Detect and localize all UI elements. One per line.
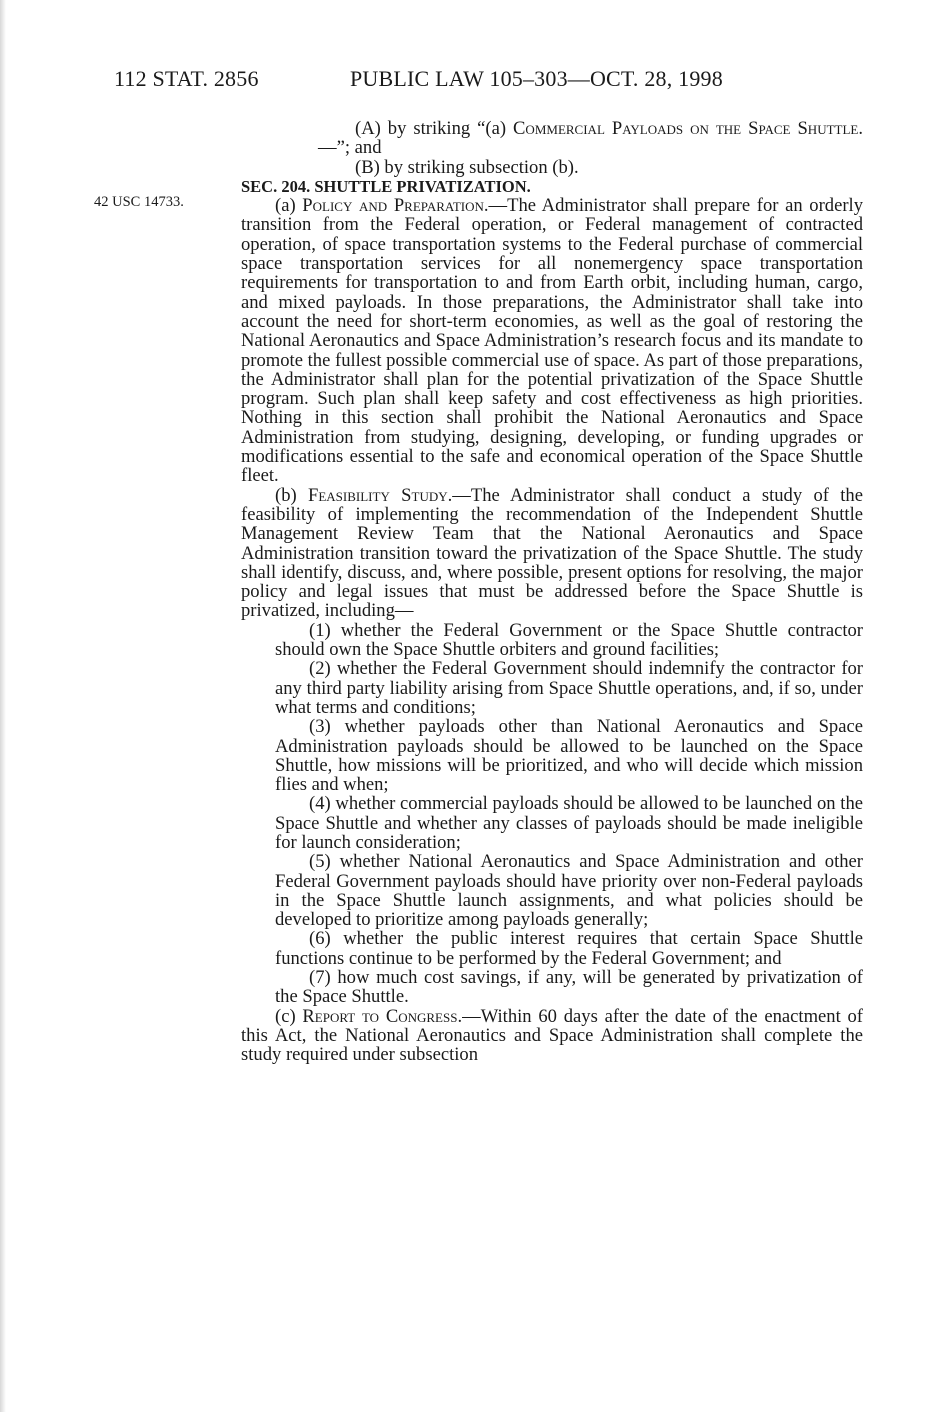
subsection-c-text: .—Within 60 days after the date of the enactment of this Act, the National Aeronautics and Space Administration shall complete the study required under subsection <box>241 1005 863 1066</box>
subsection-a-text: .—The Administrator shall prepare for an orderly transition from the Federal operation, or Federal management of contracted operation, of space transportation systems to the Federal purchase of commercial space transportation services for all nonemergency space transportation requirements for transportation to and from Earth orbit, including human, cargo, and mixed payloads. In those preparations, the Administrator shall take into account the need for short-term economies, as well as the goal of restoring the National Aeronautics and Space Administration’s research focus and its mandate to promote the fullest possible commercial use of space. As part of those preparations, the Administrator shall plan for the potential privatization of the Space Shuttle program. Such plan shall keep safety and cost effectiveness as high priorities. Nothing in this section shall prohibit the National Aeronautics and Space Administration from studying, designing, developing, or funding upgrades or modifications essential to the safe and economical operation of the Space Shuttle fleet. <box>241 195 864 487</box>
page-header <box>114 66 854 98</box>
list-item-6: (6) whether the public interest requires that certain Space Shuttle functions continue to be performed by the Federal Government; and <box>275 928 863 969</box>
list-item-4: (4) whether commercial payloads should be allowed to be launched on the Space Shuttle and whether any classes of payloads should be made ineligible for launch consideration; <box>275 793 863 853</box>
subsection-b-text: .—The Administrator shall conduct a study of the feasibility of implementing the recommendation of the Independent Shuttle Management Review Team that the National Aeronautics and Space Administration transition toward the privatization of the Space Shuttle. The study shall identify, discuss, and, where possible, present options for resolving, the major policy and legal issues that must be addressed before the Space Shuttle is privatized, including— <box>241 484 863 622</box>
amendment-a <box>241 119 863 158</box>
subsection-b-heading: Feasibility Study <box>308 484 448 506</box>
public-law-title: PUBLIC LAW 105–303—OCT. 28, 1998 <box>350 66 723 91</box>
amendment-a-suffix: .—”; and <box>318 118 863 159</box>
document-body <box>241 119 863 1065</box>
page-edge <box>0 0 6 1412</box>
subsection-a-label: (a) <box>275 195 296 217</box>
list-item-3: (3) whether payloads other than National Aeronautics and Space Administration payloads should be allowed to be launched on the Space Shuttle, how missions will be prioritized, and who will decide which mission flies and when; <box>275 716 863 796</box>
amendment-a-prefix: (A) by striking “(a) <box>355 118 507 139</box>
amendment-a-smallcaps-1: Commercial Payloads on the <box>513 118 742 139</box>
statute-page-number: 112 STAT. 2856 <box>114 66 259 91</box>
amendment-b: (B) by striking subsection (b). <box>355 156 579 178</box>
subsection-a <box>241 196 863 485</box>
subsection-b-label: (b) <box>275 484 297 506</box>
subsection-b <box>241 486 863 621</box>
subsection-c-label: (c) <box>275 1005 296 1027</box>
amendment-a-smallcaps-2: Space Shuttle <box>748 118 859 139</box>
subsection-c-heading: Report to Congress <box>302 1005 458 1027</box>
list-item-2: (2) whether the Federal Government should indemnify the contractor for any third party liability arising from Space Shuttle operations, and, if so, under what terms and conditions; <box>275 658 863 718</box>
section-heading: SEC. 204. SHUTTLE PRIVATIZATION. <box>241 176 531 196</box>
subsection-a-heading: Policy and Preparation <box>302 195 484 217</box>
subsection-c <box>241 1007 863 1065</box>
list-item-7: (7) how much cost savings, if any, will be generated by privatization of the Space Shuttle. <box>275 967 863 1008</box>
usc-margin-note: 42 USC 14733. <box>94 194 184 210</box>
list-item-1: (1) whether the Federal Government or the Space Shuttle contractor should own the Space Shuttle orbiters and ground facilities; <box>275 619 863 661</box>
list-item-5: (5) whether National Aeronautics and Space Administration and other Federal Government payloads should have priority over non-Federal payloads in the Space Shuttle launch assignments, and what policies should be developed to prioritize among payloads generally; <box>275 851 863 931</box>
